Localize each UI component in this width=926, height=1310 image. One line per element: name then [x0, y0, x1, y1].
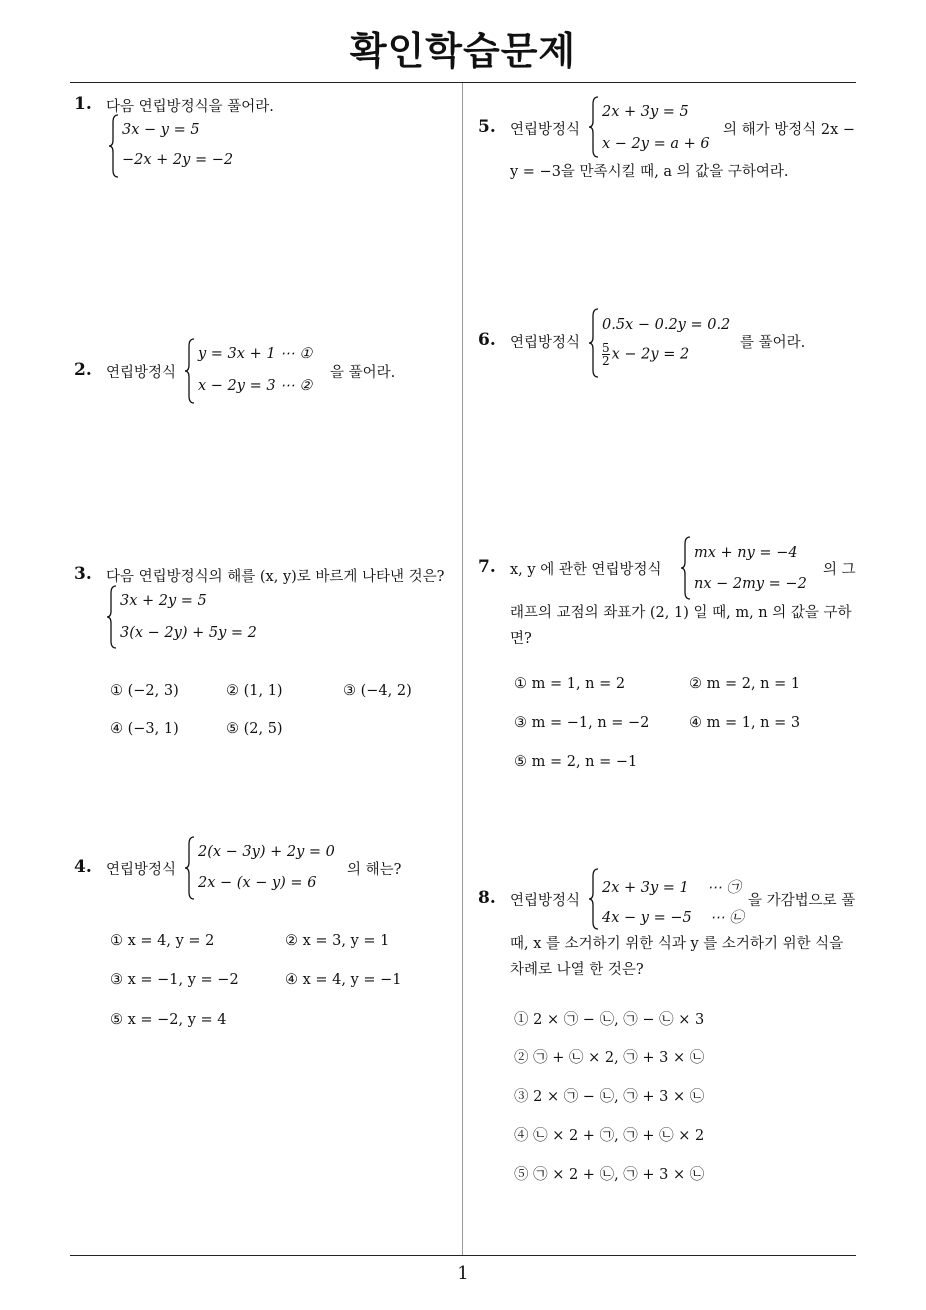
fraction-denominator: 2 [602, 354, 610, 368]
choice-2[interactable]: ② ㉠ + ㉡ × 2, ㉠ + 3 × ㉡ [514, 1050, 705, 1066]
left-brace-icon [108, 114, 120, 178]
problem-number: 6. [478, 330, 496, 350]
equation-line: 3(x − 2y) + 5y = 2 [120, 625, 257, 641]
equation-system [588, 96, 718, 158]
page-title: 확인학습문제 [349, 29, 577, 73]
problem-suffix: 을 풀어라. [330, 365, 396, 381]
problem-text: 면? [510, 631, 532, 647]
problem-text: 래프의 교점의 좌표가 (2, 1) 일 때, m, n 의 값을 구하 [510, 605, 852, 621]
choice-4[interactable]: ④ x = 4, y = −1 [285, 972, 402, 988]
choice-2[interactable]: ② m = 2, n = 1 [689, 676, 801, 692]
problem-number: 8. [478, 888, 496, 908]
left-brace-icon [588, 868, 600, 930]
equation-system [588, 308, 738, 378]
choice-3[interactable]: ③ (−4, 2) [343, 683, 412, 699]
problem-prefix: 연립방정식 [510, 893, 581, 909]
equation-line: 3x + 2y = 5 [120, 593, 207, 609]
equation-line: x − 2y = a + 6 [602, 136, 710, 152]
left-brace-icon [184, 836, 196, 900]
problem-text: 차례로 나열 한 것은? [510, 962, 644, 978]
problem-suffix: 의 그 [823, 562, 856, 578]
problem-prefix: 연립방정식 [510, 122, 581, 138]
equation-line: y = 3x + 1 ⋯ ① [198, 346, 313, 362]
left-brace-icon [588, 308, 600, 378]
problem-text: 다음 연립방정식의 해를 (x, y)로 바르게 나타낸 것은? [106, 569, 445, 585]
choice-1[interactable]: ① m = 1, n = 2 [514, 676, 626, 692]
equation-system [106, 585, 306, 649]
page-number: 1 [457, 1263, 469, 1284]
choice-5[interactable]: ⑤ m = 2, n = −1 [514, 754, 638, 770]
equation-line: 3x − y = 5 [122, 122, 200, 138]
equation-line: 0.5x − 0.2y = 0.2 [602, 317, 731, 333]
problem-text: y = −3을 만족시킬 때, a 의 값을 구하여라. [510, 164, 789, 180]
equation-text: x − 2y = 2 [611, 346, 690, 363]
choice-3[interactable]: ③ m = −1, n = −2 [514, 715, 650, 731]
choice-4[interactable]: ④ (−3, 1) [110, 721, 179, 737]
left-brace-icon [588, 96, 600, 158]
problem-number: 4. [74, 857, 92, 877]
choice-5[interactable]: ⑤ (2, 5) [226, 721, 283, 737]
problem-number: 3. [74, 564, 92, 584]
problem-prefix: 연립방정식 [106, 862, 177, 878]
equation-line: nx − 2my = −2 [694, 576, 807, 592]
choice-5[interactable]: ⑤ x = −2, y = 4 [110, 1012, 227, 1028]
equation-line: 2x − (x − y) = 6 [198, 875, 317, 891]
choice-2[interactable]: ② (1, 1) [226, 683, 283, 699]
problem-number: 2. [74, 360, 92, 380]
choice-3[interactable]: ③ x = −1, y = −2 [110, 972, 239, 988]
equation-line: −2x + 2y = −2 [122, 152, 234, 168]
choice-5[interactable]: ⑤ ㉠ × 2 + ㉡, ㉠ + 3 × ㉡ [514, 1167, 705, 1183]
equation-system [588, 868, 744, 930]
bottom-rule [70, 1255, 856, 1256]
equation-system [680, 536, 820, 600]
equation-line: mx + ny = −4 [694, 545, 798, 561]
equation-system [184, 836, 344, 900]
equation-line [602, 342, 689, 367]
problem-text: 때, x 를 소거하기 위한 식과 y 를 소거하기 위한 식을 [510, 936, 844, 952]
choice-4[interactable]: ④ m = 1, n = 3 [689, 715, 801, 731]
equation-line: 4x − y = −5 ⋯ ㉡ [602, 910, 744, 926]
choice-3[interactable]: ③ 2 × ㉠ − ㉡, ㉠ + 3 × ㉡ [514, 1089, 705, 1105]
problem-suffix: 를 풀어라. [740, 335, 806, 351]
left-brace-icon [184, 338, 196, 404]
problem-text: 다음 연립방정식을 풀어라. [106, 99, 274, 115]
top-rule [70, 82, 856, 83]
fraction-numerator: 5 [602, 341, 610, 355]
choice-1[interactable]: ① 2 × ㉠ − ㉡, ㉠ − ㉡ × 3 [514, 1012, 705, 1028]
problem-number: 1. [74, 94, 92, 114]
problem-number: 5. [478, 117, 496, 137]
equation-system [108, 114, 308, 178]
choice-2[interactable]: ② x = 3, y = 1 [285, 933, 390, 949]
equation-line: 2x + 3y = 1 ⋯ ㉠ [602, 880, 741, 896]
equation-system [184, 338, 324, 404]
problem-prefix: x, y 에 관한 연립방정식 [510, 562, 662, 578]
problem-suffix: 의 해가 방정식 2x − [723, 122, 856, 138]
problem-suffix: 의 해는? [347, 862, 402, 878]
problem-prefix: 연립방정식 [106, 365, 177, 381]
problem-suffix: 을 가감법으로 풀 [748, 893, 856, 909]
choice-1[interactable]: ① x = 4, y = 2 [110, 933, 215, 949]
equation-line: 2(x − 3y) + 2y = 0 [198, 844, 335, 860]
problem-prefix: 연립방정식 [510, 335, 581, 351]
choice-4[interactable]: ④ ㉡ × 2 + ㉠, ㉠ + ㉡ × 2 [514, 1128, 705, 1144]
equation-line: x − 2y = 3 ⋯ ② [198, 378, 313, 394]
left-brace-icon [680, 536, 692, 600]
fraction [602, 342, 610, 367]
left-brace-icon [106, 585, 118, 649]
choice-1[interactable]: ① (−2, 3) [110, 683, 179, 699]
problem-number: 7. [478, 557, 496, 577]
column-divider [462, 83, 463, 1255]
equation-line: 2x + 3y = 5 [602, 104, 689, 120]
